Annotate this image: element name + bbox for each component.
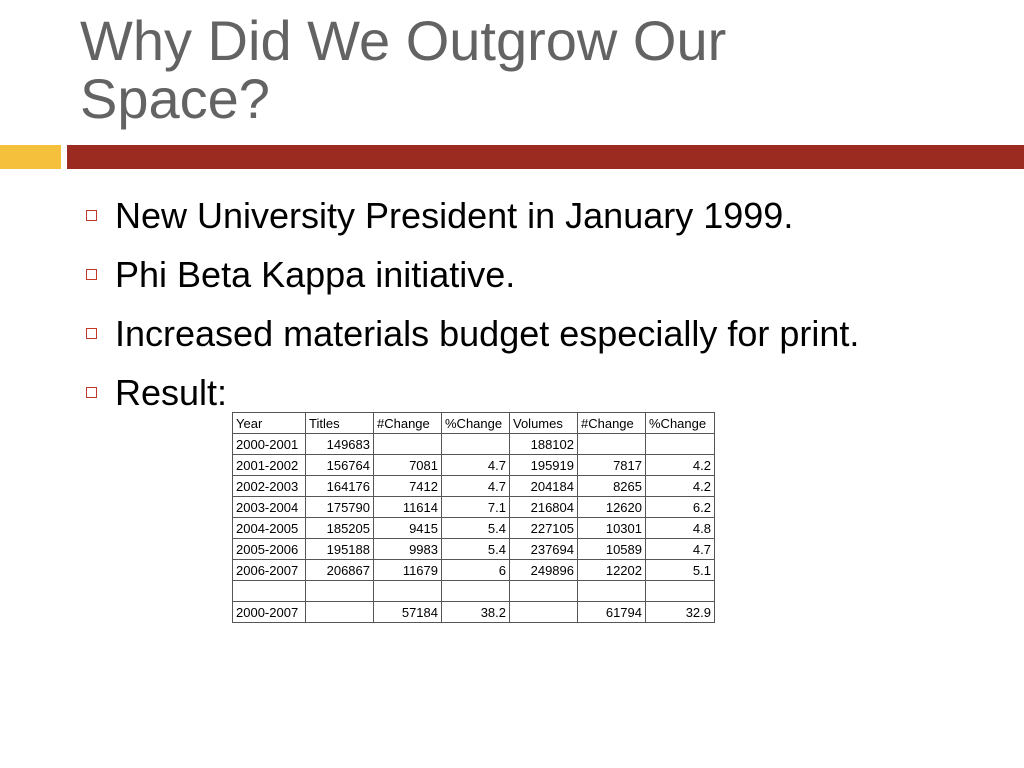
table-cell [578, 581, 646, 602]
column-header: #Change [374, 413, 442, 434]
table-cell: 175790 [306, 497, 374, 518]
table-cell: 7412 [374, 476, 442, 497]
table-cell: 195919 [510, 455, 578, 476]
table-cell: 164176 [306, 476, 374, 497]
table-row [233, 581, 715, 602]
table-cell: 2003-2004 [233, 497, 306, 518]
table-header-row [233, 413, 715, 434]
bullet-list [84, 186, 859, 422]
column-header: %Change [442, 413, 510, 434]
bullet-item [84, 186, 859, 245]
table-row [233, 539, 715, 560]
table-cell: 4.7 [646, 539, 715, 560]
table-cell: 185205 [306, 518, 374, 539]
table-cell: 38.2 [442, 602, 510, 623]
bullet-text: Result: [115, 371, 228, 413]
table-cell: 249896 [510, 560, 578, 581]
table-cell: 156764 [306, 455, 374, 476]
slide-title [80, 9, 980, 130]
table-cell: 5.4 [442, 539, 510, 560]
table-cell: 10301 [578, 518, 646, 539]
table-cell [646, 581, 715, 602]
table-cell: 6.2 [646, 497, 715, 518]
table-row [233, 455, 715, 476]
collection-growth-table [232, 412, 715, 623]
table-cell: 204184 [510, 476, 578, 497]
table-cell: 61794 [578, 602, 646, 623]
table-cell: 2006-2007 [233, 560, 306, 581]
column-header: Year [233, 413, 306, 434]
table-cell: 7.1 [442, 497, 510, 518]
table-row [233, 434, 715, 455]
table-row [233, 602, 715, 623]
table-cell: 10589 [578, 539, 646, 560]
table-cell: 149683 [306, 434, 374, 455]
table-cell: 227105 [510, 518, 578, 539]
square-bullet-icon [86, 328, 97, 339]
table-cell: 2000-2001 [233, 434, 306, 455]
column-header: %Change [646, 413, 715, 434]
table-cell [374, 434, 442, 455]
table-cell: 8265 [578, 476, 646, 497]
table-cell [442, 581, 510, 602]
table-cell: 12202 [578, 560, 646, 581]
table-cell: 32.9 [646, 602, 715, 623]
table-cell: 195188 [306, 539, 374, 560]
bullet-item [84, 245, 859, 304]
red-divider-bar [67, 145, 1024, 169]
table-cell: 5.4 [442, 518, 510, 539]
column-header: Volumes [510, 413, 578, 434]
square-bullet-icon [86, 210, 97, 221]
table-cell: 188102 [510, 434, 578, 455]
bullet-text: Phi Beta Kappa initiative. [115, 253, 516, 295]
table-cell: 11679 [374, 560, 442, 581]
table-cell: 4.7 [442, 455, 510, 476]
table-cell [646, 434, 715, 455]
table-cell [510, 581, 578, 602]
table-cell: 4.7 [442, 476, 510, 497]
gold-accent-bar [0, 145, 61, 169]
slide-title-line-2: Space? [80, 67, 270, 130]
bullet-text: New University President in January 1999. [115, 194, 794, 236]
table-cell: 216804 [510, 497, 578, 518]
square-bullet-icon [86, 387, 97, 398]
table-cell [306, 602, 374, 623]
table-cell [578, 434, 646, 455]
table-cell: 7817 [578, 455, 646, 476]
table-cell: 9415 [374, 518, 442, 539]
table-cell [233, 581, 306, 602]
table-cell: 2002-2003 [233, 476, 306, 497]
table-cell: 4.2 [646, 476, 715, 497]
slide-title-line-1: Why Did We Outgrow Our [80, 9, 727, 72]
table-cell: 2000-2007 [233, 602, 306, 623]
table-cell [510, 602, 578, 623]
table-body [233, 434, 715, 623]
table-cell: 237694 [510, 539, 578, 560]
table-cell: 57184 [374, 602, 442, 623]
table-cell: 6 [442, 560, 510, 581]
table-cell: 7081 [374, 455, 442, 476]
table-cell: 4.2 [646, 455, 715, 476]
table-row [233, 560, 715, 581]
table-cell [306, 581, 374, 602]
table-cell: 12620 [578, 497, 646, 518]
table-cell: 9983 [374, 539, 442, 560]
table-row [233, 476, 715, 497]
table-cell [442, 434, 510, 455]
table-row [233, 497, 715, 518]
table-cell: 11614 [374, 497, 442, 518]
bullet-text: Increased materials budget especially for print. [115, 312, 860, 354]
table-cell: 206867 [306, 560, 374, 581]
column-header: Titles [306, 413, 374, 434]
table-cell: 2004-2005 [233, 518, 306, 539]
table-cell [374, 581, 442, 602]
table-cell: 5.1 [646, 560, 715, 581]
table-cell: 4.8 [646, 518, 715, 539]
table-row [233, 518, 715, 539]
table-cell: 2001-2002 [233, 455, 306, 476]
column-header: #Change [578, 413, 646, 434]
table-cell: 2005-2006 [233, 539, 306, 560]
bullet-item [84, 304, 859, 363]
square-bullet-icon [86, 269, 97, 280]
